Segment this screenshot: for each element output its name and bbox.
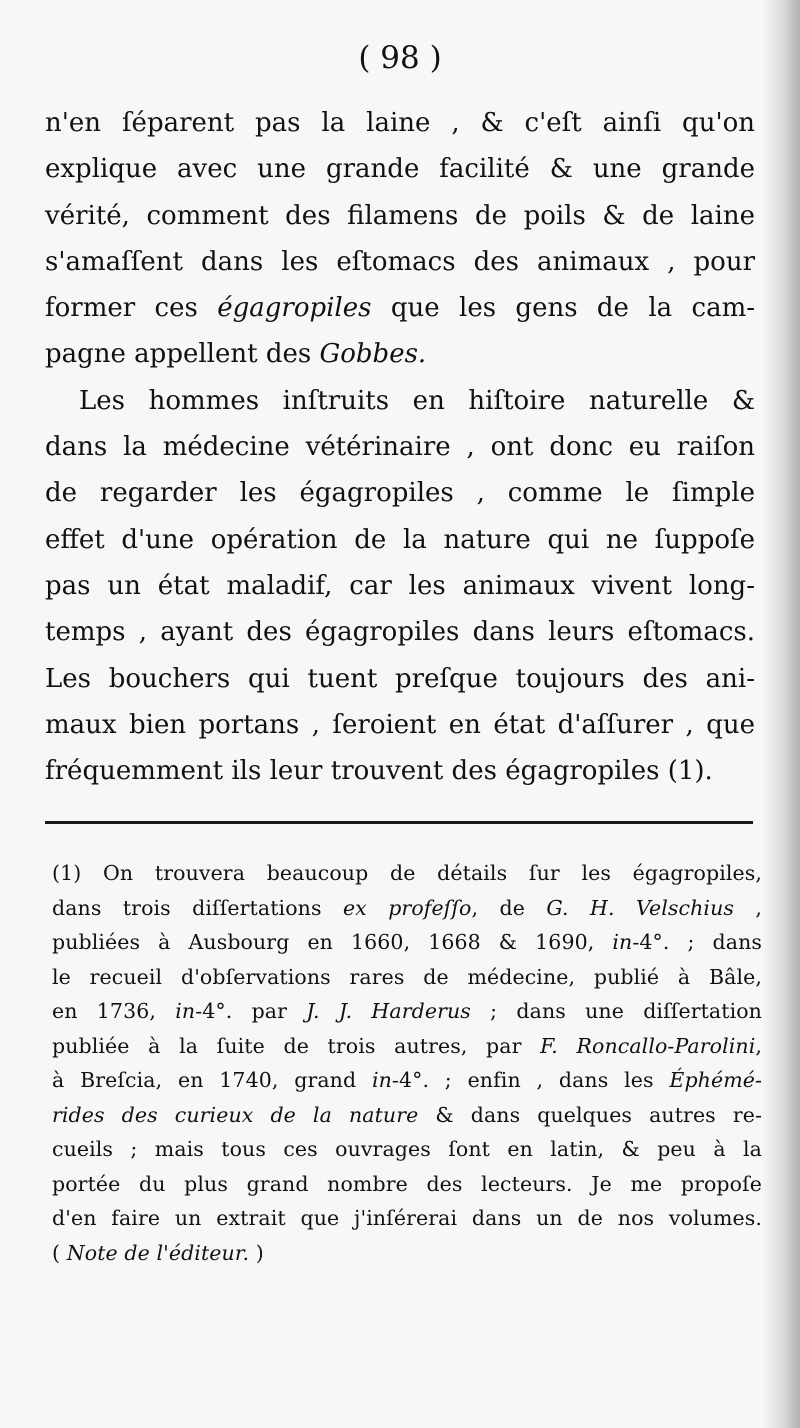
text-line: former ces égagropiles que les gens de la cam- <box>45 293 756 324</box>
italic-text: Note de l'éditeur. <box>66 1240 250 1265</box>
footnote-line: publiées à Ausbourg en 1660, 1668 & 1690, in-4°. ; dans <box>52 930 762 954</box>
footnote-line: (1) On trouvera beaucoup de détails ſur les égagropiles, <box>52 861 762 885</box>
footnote <box>52 856 762 1270</box>
text-line: pas un état maladif, car les animaux vivent long- <box>45 570 755 601</box>
footnote-line: cueils ; mais tous ces ouvrages ſont en latin, & peu à la <box>52 1137 762 1161</box>
page-gutter-shadow <box>762 0 800 1428</box>
footnote-separator-rule <box>45 821 753 824</box>
text-line: pagne appellent des Gobbes. <box>45 339 427 370</box>
text-line: Les hommes inſtruits en hiſtoire naturelle & <box>79 385 755 416</box>
italic-text: Gobbes. <box>319 339 427 370</box>
text-line: Les bouchers qui tuent preſque toujours des ani- <box>45 663 755 694</box>
italic-text: J. J. Harderus <box>306 999 471 1023</box>
italic-text: égagropiles <box>217 293 372 324</box>
text-line: fréquemment ils leur trouvent des égagropiles (1). <box>45 756 713 787</box>
italic-text: in <box>612 930 633 954</box>
main-text <box>45 100 755 794</box>
italic-text: F. Roncallo-Parolini <box>540 1033 756 1058</box>
footnote-line: ( Note de l'éditeur. ) <box>52 1240 264 1265</box>
paragraph-2 <box>45 378 755 795</box>
text-line: dans la médecine vétérinaire , ont donc eu raiſon <box>45 432 755 463</box>
text-line: temps , ayant des égagropiles dans leurs eſtomacs. <box>45 617 755 648</box>
footnote-line: en 1736, in-4°. par J. J. Harderus ; dans une diſſertation <box>52 999 762 1023</box>
footnote-line: rides des curieux de la nature & dans quelques autres re- <box>52 1102 762 1127</box>
footnote-line: le recueil d'obſervations rares de médecine, publié à Bâle, <box>52 964 762 989</box>
text-line: s'amaſſent dans les eſtomacs des animaux , pour <box>45 246 755 277</box>
italic-text: G. H. Velschius <box>546 895 734 920</box>
text-line: explique avec une grande facilité & une grande <box>45 154 755 185</box>
footnote-line: publiée à la ſuite de trois autres, par F. Roncallo-Parolini, <box>52 1033 762 1058</box>
footnote-line: dans trois diſſertations ex profeſſo, de G. H. Velschius , <box>52 895 762 920</box>
italic-text: in <box>175 999 196 1023</box>
italic-text: ex profeſſo <box>342 895 472 920</box>
footnote-line: d'en faire un extrait que j'inſérerai dans un de nos volumes. <box>52 1206 762 1230</box>
text-line: maux bien portans , ſeroient en état d'aſſurer , que <box>45 709 755 740</box>
footnote-line: portée du plus grand nombre des lecteurs. Je me propoſe <box>52 1171 762 1196</box>
paragraph-1 <box>45 100 755 378</box>
page-number: ( 98 ) <box>358 40 442 76</box>
text-line: de regarder les égagropiles , comme le ſimple <box>45 478 755 509</box>
footnote-line: à Breſcia, en 1740, grand in-4°. ; enfin , dans les Éphémé- <box>52 1068 762 1092</box>
text-line: effet d'une opération de la nature qui ne ſuppoſe <box>45 524 755 555</box>
italic-text: Éphémé- <box>669 1068 762 1092</box>
text-line: n'en ſéparent pas la laine , & c'eſt ainſi qu'on <box>45 108 755 138</box>
text-line: vérité, comment des filamens de poils & de laine <box>45 200 755 231</box>
italic-text: in <box>371 1068 392 1092</box>
italic-text: rides des curieux de la nature <box>52 1102 419 1127</box>
